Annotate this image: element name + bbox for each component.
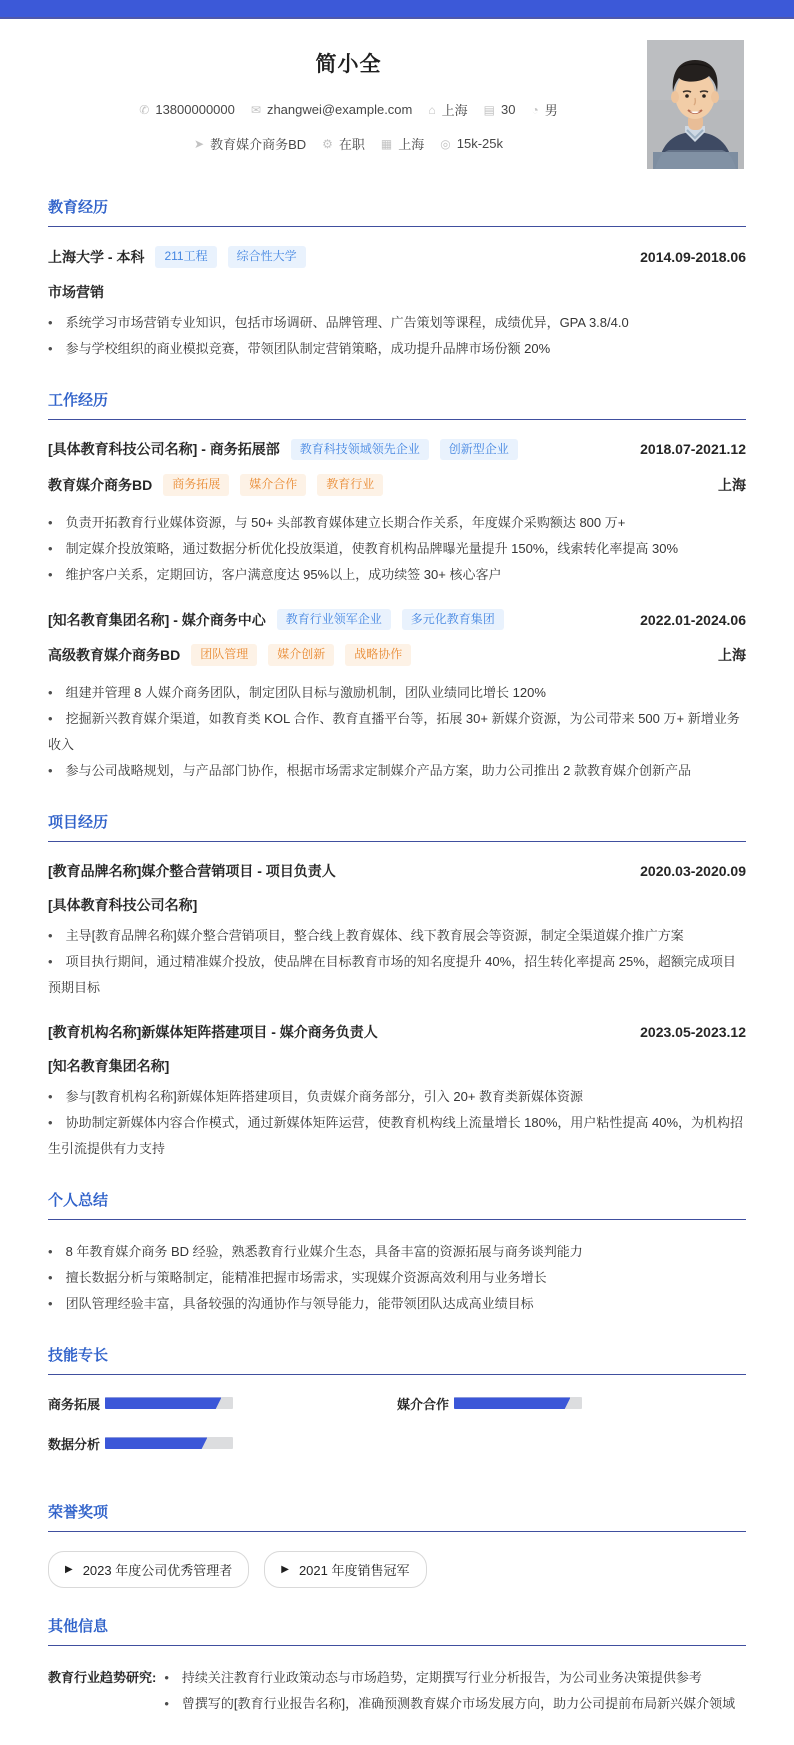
skill-name: 数据分析 (48, 1436, 101, 1452)
honor-label: 2021 年度销售冠军 (298, 1562, 410, 1578)
work-role-row (48, 474, 746, 496)
section-title-honors: 荣誉奖项 (48, 1501, 746, 1532)
work-bullet: • 挖掘新兴教育媒介渠道，如教育类 KOL 合作、教育直播平台等，拓展 30+ 新媒介资源，为公司带来 500 万+ 新增业务收入 (48, 706, 746, 758)
project-org: [具体教育科技公司名称] (48, 896, 198, 913)
project-header-row (48, 1022, 746, 1042)
position-icon: ➤ (194, 136, 205, 151)
company-name: [知名教育集团名称] - 媒介商务中心 (48, 611, 266, 628)
contact-row-1 (50, 100, 647, 119)
project-entry (48, 1022, 746, 1162)
salary-range: 15k-25k (456, 136, 503, 151)
other-info-label: 教育行业趋势研究: (48, 1669, 157, 1685)
project-name: [教育机构名称]新媒体矩阵搭建项目 - 媒介商务负责人 (48, 1023, 378, 1040)
gender-icon: ◔ (531, 102, 539, 117)
work-entry (48, 439, 746, 588)
section-title-other: 其他信息 (48, 1615, 746, 1646)
section-work (48, 389, 746, 784)
skill-bar-track (105, 1437, 233, 1449)
section-title-education: 教育经历 (48, 196, 746, 227)
major-name: 市场营销 (48, 283, 104, 300)
contact-email (251, 102, 413, 117)
header-main (50, 40, 647, 169)
age-icon: ▤ (483, 102, 495, 117)
education-entry (48, 246, 746, 362)
work-city: 上海 (398, 137, 425, 152)
education-date: 2014.09-2018.06 (640, 248, 746, 265)
role-name: 高级教育媒介商务BD (48, 647, 181, 664)
project-bullet: • 协助制定新媒体内容合作模式，通过新媒体矩阵运营，使教育机构线上流量增长 180%，用户粘性提高 40%，为机构招生引流提供有力支持 (48, 1110, 746, 1162)
honor-label: 2023 年度公司优秀管理者 (82, 1562, 233, 1578)
work-company-row (48, 609, 746, 631)
role-name: 教育媒介商务BD (48, 476, 153, 493)
contact-position (194, 134, 306, 153)
contact-city (381, 134, 424, 153)
school-tag: 211工程 (155, 246, 216, 268)
role-tag: 媒介合作 (240, 474, 306, 496)
skills-grid (48, 1394, 746, 1474)
target-position: 教育媒介商务BD (210, 137, 307, 152)
top-accent-bar (0, 0, 794, 19)
work-entry (48, 609, 746, 784)
contact-home-city (428, 100, 467, 119)
skill-name: 媒介合作 (397, 1396, 450, 1412)
section-title-summary: 个人总结 (48, 1189, 746, 1220)
play-icon: ▶ (65, 1563, 73, 1575)
email-address: zhangwei@example.com (266, 102, 413, 117)
role-tag: 教育行业 (317, 474, 383, 496)
work-location: 上海 (718, 647, 746, 664)
other-info-row (48, 1665, 746, 1717)
section-summary (48, 1189, 746, 1317)
skill-item (48, 1394, 397, 1413)
contact-salary (440, 136, 503, 151)
project-header-row (48, 861, 746, 881)
contact-phone (139, 102, 235, 117)
other-info-bullets (164, 1665, 746, 1717)
skill-item (397, 1394, 746, 1413)
honor-chip[interactable] (48, 1551, 249, 1588)
section-other (48, 1615, 746, 1717)
mail-icon: ✉ (250, 102, 261, 117)
work-bullet: • 制定媒介投放策略，通过数据分析优化投放渠道，使教育机构品牌曝光量提升 150%，线索转化率提高 30% (48, 536, 746, 562)
resume-header (0, 19, 794, 169)
work-bullet: • 维护客户关系，定期回访，客户满意度达 95%以上，成功续签 30+ 核心客户 (48, 562, 746, 588)
other-bullet: • 曾撰写的[教育行业报告名称]，准确预测教育媒介市场发展方向，助力公司提前布局新兴媒介领域 (164, 1691, 746, 1717)
education-header-row (48, 246, 746, 268)
contact-row-2 (50, 134, 647, 153)
project-date: 2020.03-2020.09 (640, 862, 746, 879)
company-tag: 多元化教育集团 (402, 609, 504, 631)
role-tag: 媒介创新 (268, 644, 334, 666)
work-bullet: • 组建并管理 8 人媒介商务团队，制定团队目标与激励机制，团队业绩同比增长 120% (48, 680, 746, 706)
project-date: 2023.05-2023.12 (640, 1023, 746, 1040)
phone-icon: ✆ (139, 102, 150, 117)
skill-bar-track (454, 1397, 582, 1409)
project-name: [教育品牌名称]媒介整合营销项目 - 项目负责人 (48, 862, 336, 879)
city-icon: ▦ (380, 136, 393, 151)
contact-age (484, 102, 516, 117)
honor-chip[interactable] (264, 1551, 426, 1588)
project-bullet: • 主导[教育品牌名称]媒介整合营销项目，整合线上教育媒体、线下教育展会等资源，制定全渠道媒介推广方案 (48, 923, 746, 949)
play-icon: ▶ (281, 1563, 289, 1575)
skill-bar-fill (105, 1397, 221, 1409)
company-tag: 教育科技领域领先企业 (291, 439, 429, 461)
education-bullet: • 系统学习市场营销专业知识，包括市场调研、品牌管理、广告策划等课程，成绩优异，GPA 3.8/4.0 (48, 310, 746, 336)
section-title-skills: 技能专长 (48, 1344, 746, 1375)
work-role-row (48, 644, 746, 666)
school-name: 上海大学 - 本科 (48, 248, 145, 265)
company-tag: 创新型企业 (440, 439, 518, 461)
summary-bullet: • 8 年教育媒介商务 BD 经验，熟悉教育行业媒介生态，具备丰富的资源拓展与商务谈判能力 (48, 1239, 746, 1265)
education-bullet: • 参与学校组织的商业模拟竞赛，带领团队制定营销策略，成功提升品牌市场份额 20% (48, 336, 746, 362)
role-tag: 战略协作 (345, 644, 411, 666)
section-projects (48, 811, 746, 1162)
salary-icon: ◎ (440, 136, 451, 151)
project-org: [知名教育集团名称] (48, 1057, 170, 1074)
summary-bullet: • 团队管理经验丰富，具备较强的沟通协作与领导能力，能带领团队达成高业绩目标 (48, 1291, 746, 1317)
school-tag: 综合性大学 (228, 246, 306, 268)
skill-bar-fill (105, 1437, 207, 1449)
work-bullet: • 负责开拓教育行业媒体资源，与 50+ 头部教育媒体建立长期合作关系，年度媒介采购额达 800 万+ (48, 510, 746, 536)
project-entry (48, 861, 746, 1001)
company-tag: 教育行业领军企业 (277, 609, 391, 631)
work-date: 2022.01-2024.06 (640, 611, 746, 628)
skill-bar-fill (454, 1397, 570, 1409)
section-skills (48, 1344, 746, 1474)
work-date: 2018.07-2021.12 (640, 441, 746, 458)
section-title-work: 工作经历 (48, 389, 746, 420)
work-location: 上海 (718, 476, 746, 493)
contact-gender (531, 100, 557, 119)
home-icon: ⌂ (428, 102, 436, 117)
section-honors (48, 1501, 746, 1588)
gender-value: 男 (544, 103, 558, 118)
skill-item (48, 1434, 397, 1453)
section-title-projects: 项目经历 (48, 811, 746, 842)
company-name: [具体教育科技公司名称] - 商务拓展部 (48, 441, 280, 458)
role-tag: 商务拓展 (163, 474, 229, 496)
honor-chips (48, 1551, 746, 1588)
candidate-name: 简小全 (315, 53, 382, 76)
age-value: 30 (500, 102, 516, 117)
profile-photo (647, 40, 744, 169)
summary-bullet: • 擅长数据分析与策略制定，能精准把握市场需求，实现媒介资源高效利用与业务增长 (48, 1265, 746, 1291)
skill-bar-track (105, 1397, 233, 1409)
contact-status (322, 134, 365, 153)
skill-name: 商务拓展 (48, 1396, 101, 1412)
job-status: 在职 (338, 137, 365, 152)
work-company-row (48, 439, 746, 461)
home-city: 上海 (441, 103, 468, 118)
status-icon: ⚙ (322, 136, 333, 151)
other-bullet: • 持续关注教育行业政策动态与市场趋势，定期撰写行业分析报告，为公司业务决策提供参考 (164, 1665, 746, 1691)
section-education (48, 196, 746, 362)
role-tag: 团队管理 (191, 644, 257, 666)
project-bullet: • 项目执行期间，通过精准媒介投放，使品牌在目标教育市场的知名度提升 40%，招生转化率提高 25%，超额完成项目预期目标 (48, 949, 746, 1001)
phone-number: 13800000000 (155, 102, 235, 117)
project-bullet: • 参与[教育机构名称]新媒体矩阵搭建项目，负责媒介商务部分，引入 20+ 教育类新媒体资源 (48, 1084, 746, 1110)
work-bullet: • 参与公司战略规划，与产品部门协作，根据市场需求定制媒介产品方案，助力公司推出 2 款教育媒介创新产品 (48, 758, 746, 784)
